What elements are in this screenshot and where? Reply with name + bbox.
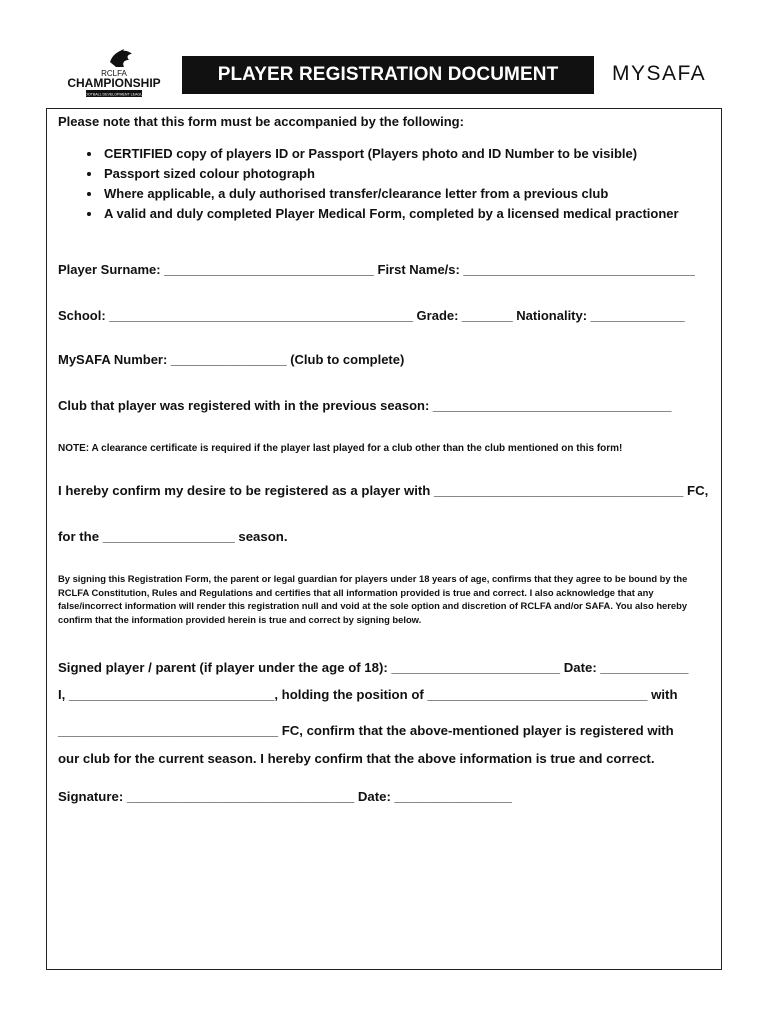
club-confirm-field[interactable]: ______________________________ FC, confirm that the above-mentioned player is registered with	[58, 723, 674, 738]
logo-main-text: CHAMPIONSHIP	[67, 76, 161, 90]
requirement-item: • Passport sized colour photograph	[102, 164, 679, 184]
rclfa-championship-logo	[66, 48, 162, 100]
logo-top-text: RCLFA	[101, 69, 127, 78]
school-grade-nationality-field[interactable]: School: __________________________________________ Grade: _______ Nationality: _____________	[58, 308, 685, 323]
logo-sub-text: FOOTBALL DEVELOPMENT LEAGUE	[82, 92, 146, 97]
requirement-item: • Where applicable, a duly authorised transfer/clearance letter from a previous club	[102, 184, 679, 204]
requirement-item: • CERTIFIED copy of players ID or Passport (Players photo and ID Number to be visible)	[102, 144, 679, 164]
season-confirm-text: our club for the current season. I hereby confirm that the above information is true and correct.	[58, 751, 655, 766]
requirement-item: • A valid and duly completed Player Medical Form, completed by a licensed medical practioner	[102, 204, 679, 224]
position-field[interactable]: I, ____________________________, holding the position of ______________________________ with	[58, 687, 678, 702]
signed-player-parent-field[interactable]: Signed player / parent (if player under the age of 18): _______________________ Date: ____________	[58, 660, 689, 675]
declaration-text: By signing this Registration Form, the parent or legal guardian for players under 18 years of age, confirms that they agree to be bound by the RCLFA Constitution, Rules and Regulations and certifies that all information provided is true and correct. I also acknowledge that any false/incorrect information will render this registration null and void at the sole option and discretion of RCLFA and/or SAFA. You also hereby confirm that the information provided herein is true and correct by signing below.	[58, 573, 688, 625]
requirements-list	[58, 144, 679, 224]
mysafa-number-field[interactable]: MySAFA Number: ________________ (Club to complete)	[58, 352, 405, 367]
previous-club-field[interactable]: Club that player was registered with in the previous season: _________________________________	[58, 398, 672, 413]
season-field[interactable]: for the __________________ season.	[58, 529, 288, 544]
signature-date-field[interactable]: Signature: _______________________________ Date: ________________	[58, 789, 512, 804]
confirm-club-field[interactable]: I hereby confirm my desire to be registered as a player with __________________________________ FC,	[58, 483, 709, 498]
intro-text: Please note that this form must be accompanied by the following:	[58, 114, 464, 129]
document-title: PLAYER REGISTRATION DOCUMENT	[182, 56, 594, 94]
surname-firstname-field[interactable]: Player Surname: _____________________________ First Name/s: ________________________________	[58, 262, 695, 277]
mysafa-logo: MYSAFA	[612, 62, 707, 85]
clearance-note: NOTE: A clearance certificate is required if the player last played for a club other than the club mentioned on this form!	[58, 443, 623, 454]
